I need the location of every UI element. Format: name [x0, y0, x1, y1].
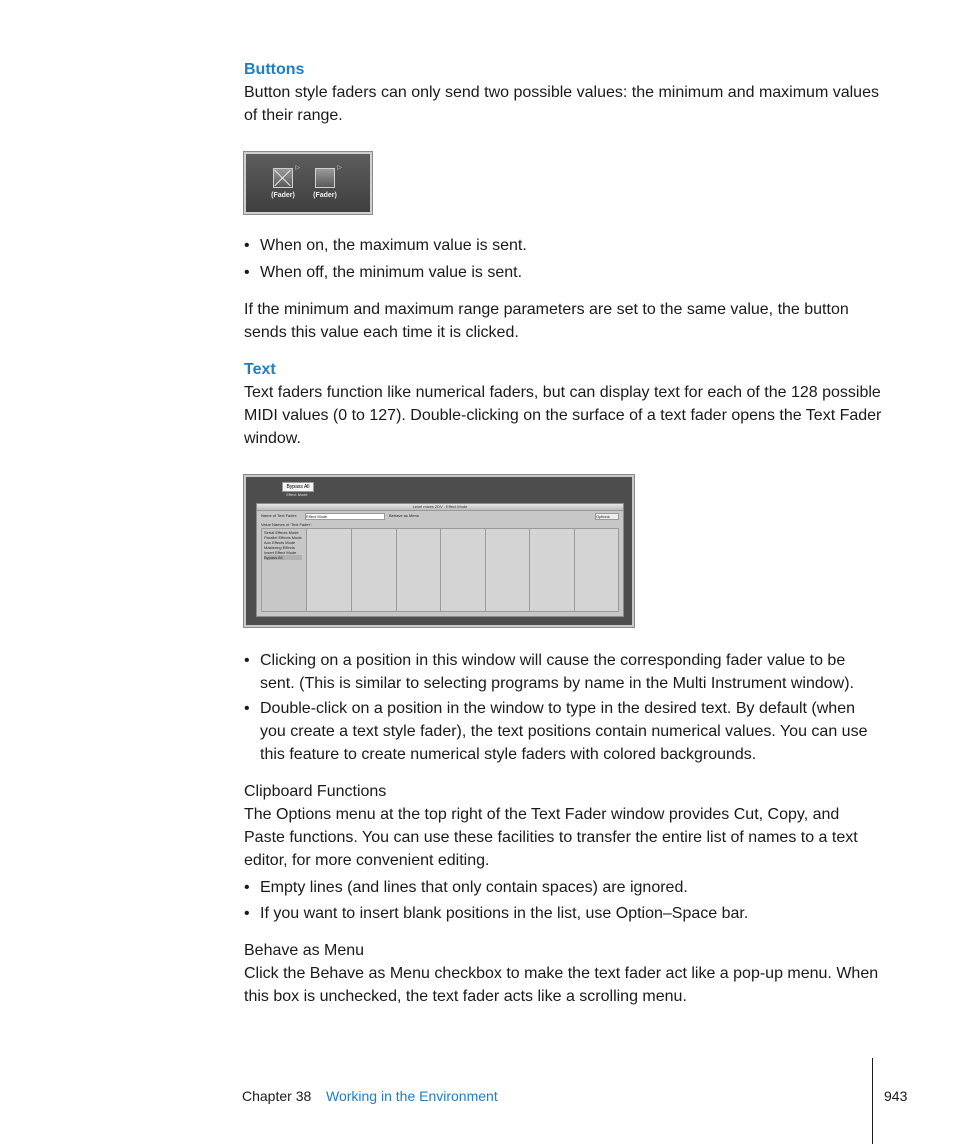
bypass-sub-label: Effect Mode	[286, 492, 308, 497]
window-title: Level mixes 2DV : Effect Mode	[257, 504, 623, 511]
list-item: Parallel Effects Mode	[264, 535, 302, 540]
fader-button-off	[312, 165, 342, 200]
list-item: Mastering Effects	[264, 545, 295, 550]
fader-off-icon	[315, 168, 335, 188]
list-header: Value Names of 'Text Fader':	[261, 522, 312, 527]
grid-column	[306, 529, 352, 611]
buttons-paragraph: If the minimum and maximum range parameters are set to the same value, the button sends this value each time it is clicked.	[244, 301, 849, 341]
behave-checkbox-label: Behave as Menu	[389, 513, 420, 518]
chapter-label: Chapter 38	[242, 1088, 312, 1104]
list-item: • Clicking on a position in this window will cause the corresponding fader value to be sent. (This is similar to selecting programs by name in the Multi Instrument window).	[244, 649, 884, 695]
corner-arrow-icon: ▷	[295, 165, 300, 171]
page-footer	[0, 1088, 954, 1118]
fader-on-icon	[273, 168, 293, 188]
options-menu: Options	[595, 513, 619, 520]
buttons-bullets	[244, 234, 884, 284]
button-faders-figure	[244, 152, 372, 214]
value-list	[264, 530, 302, 560]
list-item: Aux Effects Mode	[264, 540, 296, 545]
page-content	[244, 58, 884, 1008]
buttons-intro: Button style faders can only send two possible values: the minimum and maximum values of their range.	[244, 84, 879, 124]
footer-divider	[872, 1058, 873, 1144]
bypass-all-button: Bypass All	[282, 482, 314, 492]
name-field	[305, 513, 385, 520]
fader-label: (Fader)	[313, 192, 337, 199]
name-row	[261, 513, 619, 519]
list-item: Insert Effect Mode	[264, 550, 297, 555]
chapter-title-link[interactable]: Working in the Environment	[326, 1088, 498, 1104]
clipboard-heading: Clipboard Functions	[244, 783, 387, 800]
name-value: Effect Mode	[306, 514, 328, 519]
text-fader-window-figure	[244, 475, 634, 627]
behave-text: Click the Behave as Menu checkbox to make the text fader act like a pop-up menu. When this box is unchecked, the text fader acts like a scrolling menu.	[244, 965, 879, 1005]
clipboard-intro: The Options menu at the top right of the Text Fader window provides Cut, Copy, and Paste functions. You can use these facilities to transfer the entire list of names to a text editor, for more convenient editing.	[244, 806, 858, 869]
fader-button-on	[270, 165, 300, 200]
name-label: Name of Text Fader:	[261, 513, 298, 518]
grid-column	[440, 529, 486, 611]
grid-column	[396, 529, 441, 611]
grid-column	[529, 529, 575, 611]
page-number: 943	[884, 1088, 908, 1104]
list-item: • Double-click on a position in the window to type in the desired text. By default (when you create a text style fader), the text positions contain numerical values. You can use this feature to create numerical style faders with colored backgrounds.	[244, 697, 884, 766]
clipboard-bullets	[244, 876, 884, 925]
corner-arrow-icon: ▷	[337, 165, 342, 171]
text-fader-window	[256, 503, 624, 617]
value-grid	[261, 528, 619, 612]
text-bullets	[244, 649, 884, 766]
text-intro: Text faders function like numerical faders, but can display text for each of the 128 possible MIDI values (0 to 127). Double-clicking on the surface of a text fader opens the Text Fader window.	[244, 384, 882, 447]
list-item: • When off, the minimum value is sent.	[244, 261, 884, 284]
list-item: Serial Effects Mode	[264, 530, 299, 535]
fader-label: (Fader)	[271, 192, 295, 199]
list-item: Bypass All	[264, 555, 302, 560]
list-item: • Empty lines (and lines that only contain spaces) are ignored.	[244, 876, 884, 899]
list-item: • If you want to insert blank positions in the list, use Option–Space bar.	[244, 902, 884, 925]
text-heading: Text	[244, 361, 276, 378]
grid-column	[351, 529, 397, 611]
buttons-heading: Buttons	[244, 61, 305, 78]
grid-column	[485, 529, 530, 611]
list-item: • When on, the maximum value is sent.	[244, 234, 884, 257]
grid-column	[574, 529, 618, 611]
behave-heading: Behave as Menu	[244, 942, 365, 959]
